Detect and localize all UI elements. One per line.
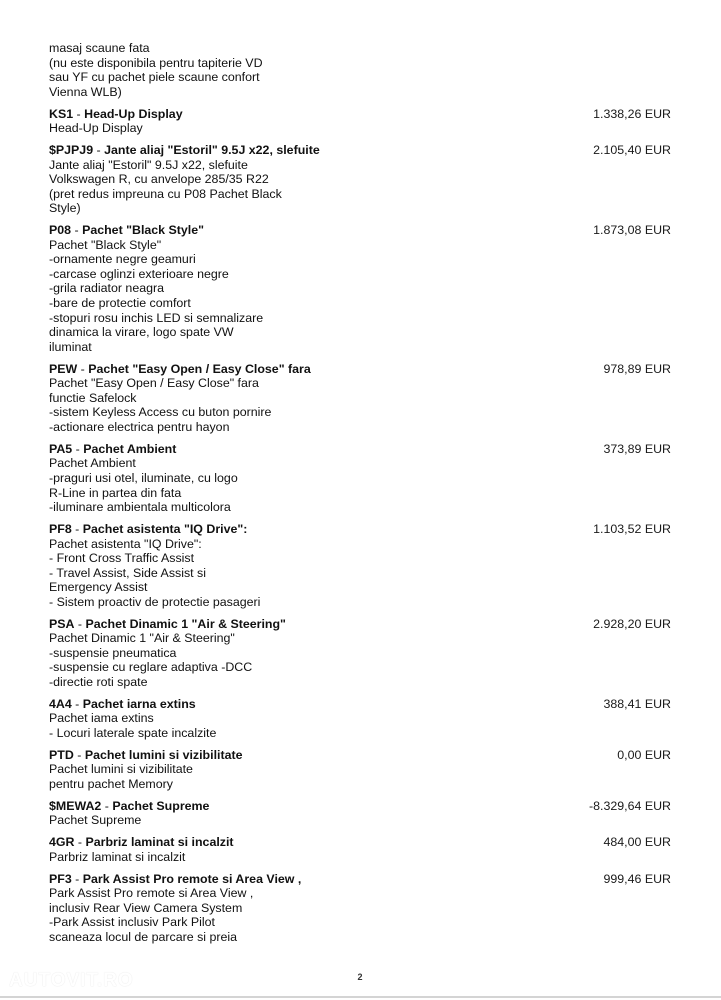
option-item — [49, 522, 671, 610]
description-line: Volkswagen R, cu anvelope 285/35 R22 — [49, 172, 269, 187]
option-price: 1.873,08 EUR — [593, 223, 671, 238]
option-title: Jante aliaj "Estoril" 9.5J x22, slefuite — [104, 142, 320, 157]
description-line: -stopuri rosu inchis LED si semnalizare — [49, 310, 264, 325]
option-code: P08 — [49, 223, 72, 238]
option-separator: - — [74, 835, 86, 850]
option-price: 0,00 EUR — [617, 747, 671, 762]
option-item — [49, 143, 671, 216]
option-title: Pachet iarna extins — [82, 696, 196, 711]
description-line: dinamica la virare, logo spate VW — [49, 325, 234, 340]
option-separator: - — [73, 106, 85, 121]
option-price: 1.338,26 EUR — [593, 106, 671, 121]
option-price: 484,00 EUR — [603, 835, 671, 850]
option-title: Pachet lumini si vizibilitate — [84, 747, 243, 762]
description-line: pentru pachet Memory — [49, 777, 173, 791]
description-line: iluminat — [49, 339, 92, 354]
option-code: 4GR — [49, 835, 75, 850]
option-heading — [49, 872, 671, 887]
description-line: Pachet lumini si vizibilitate — [49, 762, 193, 777]
option-title: Park Assist Pro remote si Area View , — [82, 871, 302, 886]
option-code: PF8 — [49, 521, 72, 536]
option-code: PEW — [49, 361, 78, 376]
options-container — [49, 107, 671, 945]
description-line: - Locuri laterale spate incalzite — [49, 726, 217, 741]
option-price: 999,46 EUR — [603, 871, 671, 886]
option-title: Pachet "Black Style" — [82, 223, 205, 238]
option-item — [49, 835, 671, 864]
option-item — [49, 799, 671, 828]
option-title: Pachet asistenta "IQ Drive": — [82, 521, 248, 536]
description-line: Parbriz laminat si incalzit — [49, 849, 186, 864]
option-heading — [49, 362, 671, 377]
option-price: 2.105,40 EUR — [593, 142, 671, 157]
footer-divider — [0, 996, 721, 998]
description-line: -suspensie pneumatica — [49, 645, 177, 660]
option-item — [49, 617, 671, 690]
option-price: 1.103,52 EUR — [593, 521, 671, 536]
option-heading — [49, 223, 671, 238]
option-separator: - — [72, 441, 84, 456]
option-separator: - — [71, 223, 83, 238]
option-separator: - — [93, 142, 105, 157]
description-line: -grila radiator neagra — [49, 281, 165, 296]
option-code: PTD — [49, 747, 74, 762]
option-price: 978,89 EUR — [603, 361, 671, 376]
watermark-logo: AUTOVIT.RO — [9, 970, 134, 991]
description-line: Jante aliaj "Estoril" 9.5J x22, slefuite — [49, 157, 248, 172]
description-line: - Front Cross Traffic Assist — [49, 551, 195, 566]
option-heading — [49, 143, 671, 158]
option-heading — [49, 799, 671, 814]
description-line: Pachet Supreme — [49, 813, 142, 828]
option-title: Head-Up Display — [84, 106, 183, 121]
description-line: Park Assist Pro remote si Area View , — [49, 886, 254, 901]
description-line: -iluminare ambientala multicolora — [49, 500, 231, 515]
description-line: -bare de protectie comfort — [49, 296, 191, 311]
continuation-block — [49, 41, 671, 99]
option-separator: - — [101, 798, 113, 813]
description-line: R-Line in partea din fata — [49, 485, 182, 500]
description-line: masaj scaune fata — [49, 41, 150, 55]
option-item — [49, 697, 671, 741]
option-title: Pachet "Easy Open / Easy Close" fara — [88, 361, 311, 376]
description-line: functie Safelock — [49, 390, 137, 405]
option-separator: - — [71, 521, 83, 536]
option-price: 2.928,20 EUR — [593, 616, 671, 631]
description-line: -directie roti spate — [49, 675, 148, 690]
option-item — [49, 442, 671, 515]
description-line: -praguri usi otel, iluminate, cu logo — [49, 470, 238, 485]
option-heading — [49, 107, 671, 122]
option-item — [49, 223, 671, 354]
option-code: KS1 — [49, 106, 74, 121]
description-line: scaneaza locul de parcare si preia — [49, 929, 238, 944]
description-line: (nu este disponibila pentru tapiterie VD — [49, 55, 263, 70]
description-line: sau YF cu pachet piele scaune confort — [49, 70, 260, 85]
description-line: Pachet Ambient — [49, 456, 136, 471]
option-item — [49, 107, 671, 136]
option-code: PF3 — [49, 871, 72, 886]
description-line: Vienna WLB) — [49, 84, 122, 99]
option-price: 388,41 EUR — [603, 696, 671, 711]
description-line: -actionare electrica pentru hayon — [49, 420, 230, 434]
description-line: Pachet asistenta "IQ Drive": — [49, 536, 202, 551]
description-line: -sistem Keyless Access cu buton pornire — [49, 405, 272, 420]
option-price: 373,89 EUR — [603, 441, 671, 456]
description-line: - Travel Assist, Side Assist si — [49, 565, 206, 580]
description-line: -ornamente negre geamuri — [49, 252, 196, 267]
option-heading — [49, 748, 671, 763]
option-separator: - — [71, 871, 83, 886]
description-line: inclusiv Rear View Camera System — [49, 900, 243, 915]
option-code: 4A4 — [49, 696, 72, 711]
description-line: -suspensie cu reglare adaptiva -DCC — [49, 660, 253, 675]
description-line: Head-Up Display — [49, 121, 143, 136]
option-heading — [49, 522, 671, 537]
description-line: -Park Assist inclusiv Park Pilot — [49, 915, 215, 930]
description-line: Pachet "Easy Open / Easy Close" fara — [49, 376, 259, 391]
option-title: Parbriz laminat si incalzit — [85, 835, 234, 850]
option-item — [49, 362, 671, 435]
option-code: $PJPJ9 — [49, 142, 94, 157]
option-price: -8.329,64 EUR — [589, 798, 671, 813]
option-separator: - — [73, 747, 85, 762]
page-number: 2 — [357, 972, 363, 982]
option-title: Pachet Supreme — [112, 798, 210, 813]
option-separator: - — [74, 616, 86, 631]
option-code: $MEWA2 — [49, 798, 102, 813]
description-line: Pachet Dinamic 1 "Air & Steering" — [49, 631, 235, 646]
option-heading — [49, 617, 671, 632]
option-title: Pachet Ambient — [83, 441, 177, 456]
option-separator: - — [71, 696, 83, 711]
options-list — [49, 41, 671, 952]
description-line: -carcase oglinzi exterioare negre — [49, 266, 229, 281]
option-separator: - — [77, 361, 89, 376]
option-code: PSA — [49, 616, 75, 631]
description-line: Pachet iama extins — [49, 711, 154, 726]
option-heading — [49, 442, 671, 457]
option-item — [49, 748, 671, 792]
option-item — [49, 872, 671, 945]
option-heading — [49, 835, 671, 850]
option-heading — [49, 697, 671, 712]
option-title: Pachet Dinamic 1 "Air & Steering" — [85, 616, 286, 631]
description-line: Emergency Assist — [49, 580, 148, 595]
description-line: Style) — [49, 201, 81, 216]
description-line: - Sistem proactiv de protectie pasageri — [49, 594, 261, 609]
description-line: (pret redus impreuna cu P08 Pachet Black — [49, 186, 282, 201]
description-line: Pachet "Black Style" — [49, 237, 162, 252]
option-code: PA5 — [49, 441, 73, 456]
